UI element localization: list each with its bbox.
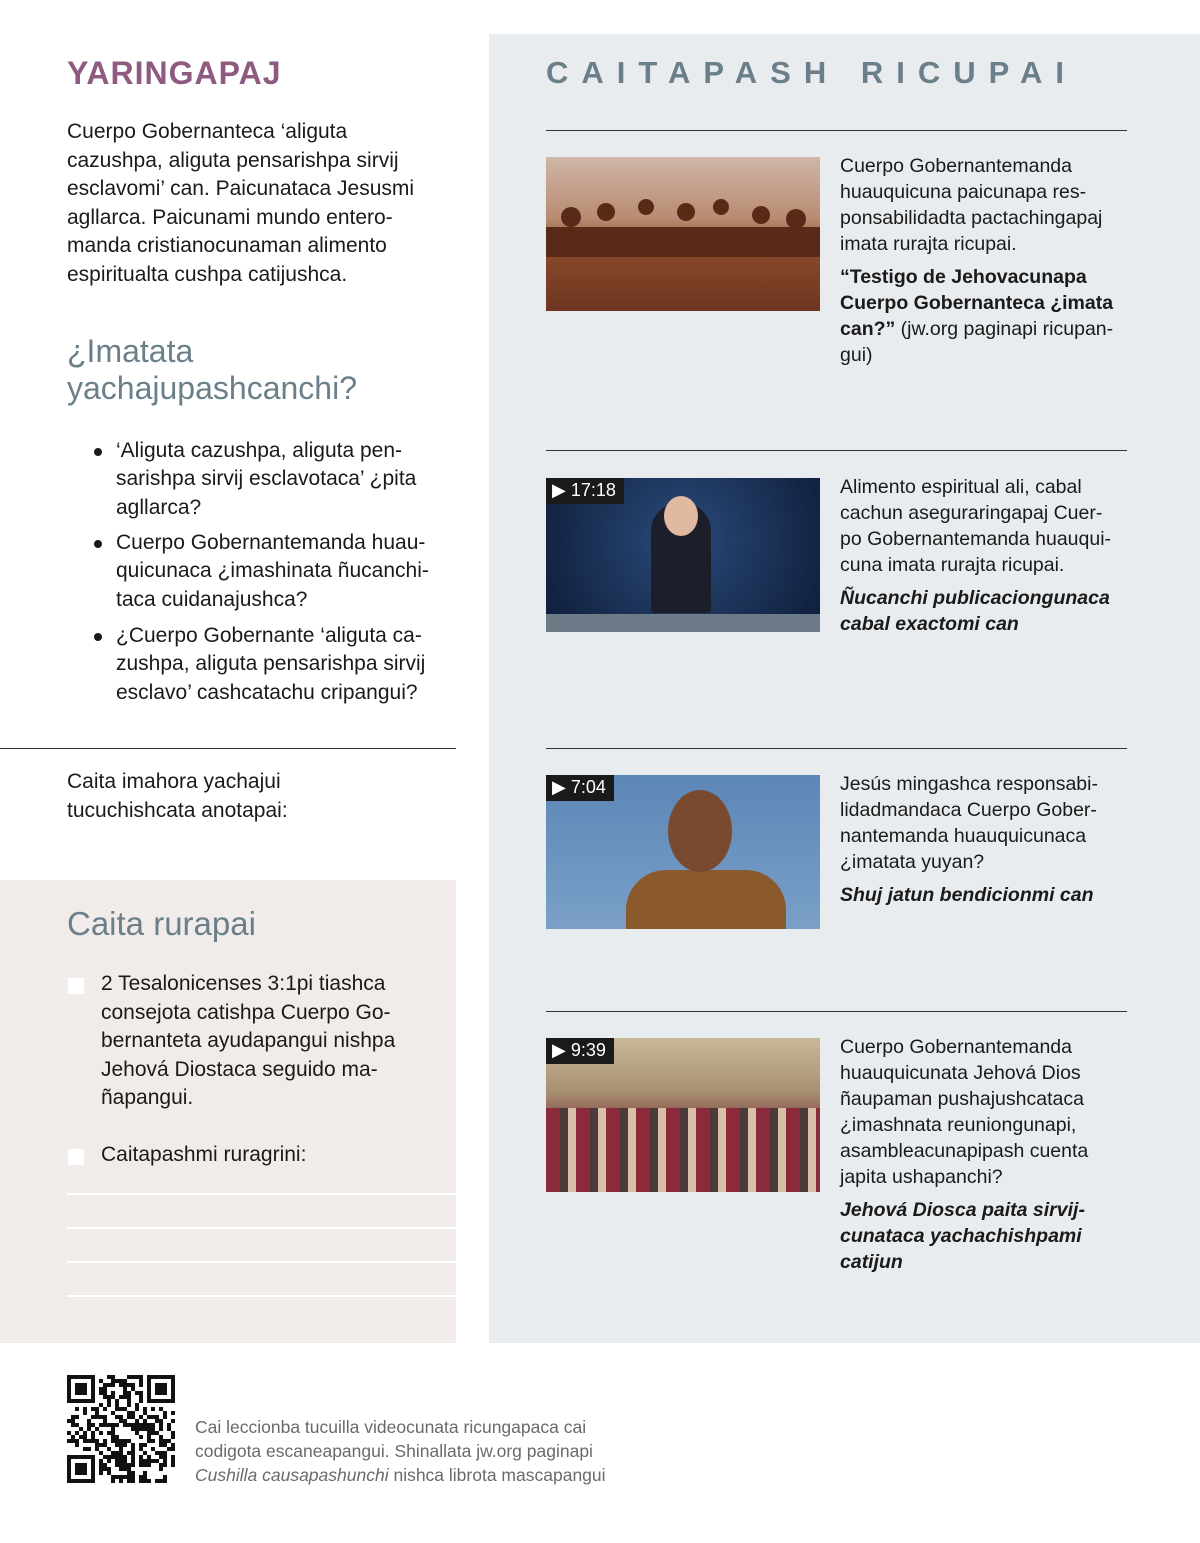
writing-line[interactable] bbox=[67, 1227, 456, 1229]
questions-heading: ¿Imatata yachajupashcanchi? bbox=[67, 333, 357, 406]
writing-line[interactable] bbox=[67, 1261, 456, 1263]
video-thumbnail[interactable] bbox=[546, 775, 820, 929]
task-item bbox=[67, 970, 395, 1113]
divider bbox=[0, 748, 456, 749]
book-title: Cushilla causapashunchi bbox=[195, 1464, 389, 1485]
checkbox[interactable] bbox=[68, 1149, 84, 1165]
link-suffix: (jw.org paginapi ricupan- gui) bbox=[840, 318, 1114, 366]
article-link[interactable] bbox=[840, 264, 1113, 368]
task-text: 2 Tesalonicenses 3:1pi tiashca consejota catishpa Cuerpo Go- bernanteta ayudapangui nishpa Jehová Diostaca seguido ma- ñapangui. bbox=[101, 972, 396, 1110]
qr-code[interactable] bbox=[67, 1375, 175, 1483]
question-item: ‘Aliguta cazushpa, aliguta pen- sarishpa sirvij esclavotaca’ ¿pita agllarca? bbox=[92, 437, 416, 522]
description-text: Cuerpo Gobernantemanda huauquicuna paicunapa res- ponsabilidadta pactachingapaj imata rurajta ricupai. bbox=[840, 155, 1103, 255]
notes-label: Caita imahora yachajui tucuchishcata anotapai: bbox=[67, 770, 288, 822]
duration-badge: ▶ 17:18 bbox=[546, 478, 624, 504]
description-text: Jesús mingashca responsabi- lidadmandaca Cuerpo Gober- nantemanda huauquicunaca ¿imatata yuyan? bbox=[840, 773, 1098, 873]
video-thumbnail[interactable] bbox=[546, 1038, 820, 1192]
item-description bbox=[840, 474, 1111, 637]
description-text: Cuerpo Gobernantemanda huauquicunata Jehová Dios ñaupaman pushajushcataca ¿imashnata reuniongunapi, asambleacunapipash cuenta japita ushapanchi? bbox=[840, 1036, 1089, 1188]
silhouette-illustration bbox=[546, 157, 820, 311]
writing-line[interactable] bbox=[67, 1193, 456, 1195]
item-description bbox=[840, 1034, 1088, 1275]
governing-body-image[interactable] bbox=[546, 157, 820, 311]
duration-badge: ▶ 9:39 bbox=[546, 1038, 614, 1064]
question-item: Cuerpo Gobernantemanda huau- quicunaca ¿imashinata ñucanchi- taca cuidanajushca? bbox=[92, 529, 429, 614]
audience bbox=[546, 1108, 820, 1192]
speaker-face bbox=[668, 790, 732, 872]
video-thumbnail[interactable] bbox=[546, 478, 820, 632]
question-item: ¿Cuerpo Gobernante ‘aliguta ca- zushpa, aliguta pensarishpa sirvij esclavo’ cashcatachu cripangui? bbox=[92, 622, 425, 707]
desk bbox=[546, 614, 820, 632]
video-link[interactable]: Ñucanchi publicaciongunaca cabal exactomi can bbox=[840, 587, 1110, 635]
footer-text-end: nishca librota mascapangui bbox=[388, 1464, 606, 1485]
see-also-title: CAITAPASH RICUPAI bbox=[546, 55, 1077, 90]
link-text[interactable]: “Testigo de Jehovacunapa Cuerpo Gobernanteca ¿imata can?” bbox=[840, 266, 1114, 340]
section-title: YARINGAPAJ bbox=[67, 55, 282, 91]
description-text: Alimento espiritual ali, cabal cachun aseguraringapaj Cuer- po Gobernantemanda huauqui- cuna imata rurajta ricupai. bbox=[840, 476, 1112, 576]
speaker-face bbox=[664, 496, 698, 536]
checkbox[interactable] bbox=[68, 978, 84, 994]
video-link[interactable]: Shuj jatun bendicionmi can bbox=[840, 884, 1094, 906]
divider bbox=[546, 130, 1127, 131]
footer-text: Cai leccionba tucuilla videocunata ricungapaca cai codigota escaneapangui. Shinallata jw.org paginapi bbox=[195, 1417, 593, 1461]
speaker-figure bbox=[626, 870, 786, 929]
footer-note bbox=[195, 1416, 606, 1487]
duration-text: 17:18 bbox=[570, 480, 616, 500]
divider bbox=[546, 748, 1127, 749]
video-link[interactable]: Jehová Diosca paita sirvij- cunataca yachachishpami catijun bbox=[840, 1199, 1085, 1273]
item-description bbox=[840, 771, 1098, 908]
item-description bbox=[840, 153, 1113, 368]
intro-text: Cuerpo Gobernanteca ‘aliguta cazushpa, aliguta pensarishpa sirvij esclavomi’ can. Paicunataca Jesusmi agllarca. Paicunami mundo entero- manda cristianocunaman alimento espiritualta cushpa catijushca. bbox=[67, 120, 415, 286]
divider bbox=[546, 450, 1127, 451]
duration-badge: ▶ 7:04 bbox=[546, 775, 614, 801]
task-text: Caitapashmi ruragrini: bbox=[101, 1143, 307, 1166]
task-item bbox=[67, 1141, 306, 1170]
divider bbox=[546, 1011, 1127, 1012]
task-heading: Caita rurapai bbox=[67, 905, 256, 942]
duration-text: 9:39 bbox=[570, 1040, 606, 1060]
writing-line[interactable] bbox=[67, 1295, 456, 1297]
duration-text: 7:04 bbox=[570, 777, 606, 797]
